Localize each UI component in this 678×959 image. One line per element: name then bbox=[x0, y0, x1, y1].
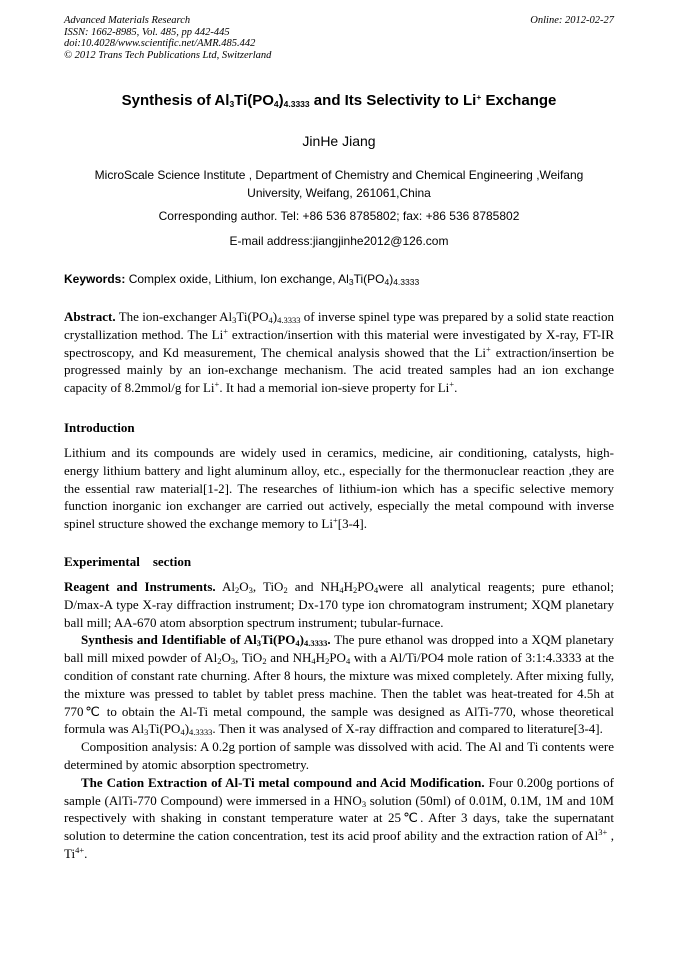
affiliation bbox=[64, 166, 614, 202]
keywords: Keywords: Complex oxide, Lithium, Ion exchange, $Al_3Ti(PO_4)_{4.3333}$ bbox=[64, 272, 420, 287]
cation-extraction-paragraph: The Cation Extraction of Al-Ti metal compound and Acid Modification. Four 0.200g portions of sample (AlTi-770 Compound) were immersed in a $HNO_3$ solution (50ml) of 0.01M, 0.1M, 1M and 10M respectively with shaking in constant temperature water at 25℃. After 3 days, take the supernatant solution to determine the cation concentration, test its acid proof ability and the extraction ration of $Al^{3+}$ , $Ti^{4+}$. bbox=[64, 774, 615, 861]
journal-header bbox=[64, 15, 271, 61]
keywords-label: Keywords: bbox=[64, 272, 126, 286]
introduction-paragraph: Lithium and its compounds are widely used in ceramics, medicine, air conditioning, catalysts, high-energy lithium battery and light aluminum alloy, etc., especially for the thermonuclear reaction ,they are the essential raw material[1-2]. The researches of lithium-ion which has a specific selective memory function inorganic ion exchanger are carried out actively, especially the metal compound with inverse spinel structure showed the exchange memory to Li+[3-4]. bbox=[64, 445, 614, 532]
author-name: JinHe Jiang bbox=[302, 133, 376, 149]
affiliation-line-1: MicroScale Science Institute , Department of Chemistry and Chemical Engineering ,Weifang bbox=[94, 168, 584, 182]
introduction-heading: Introduction bbox=[64, 420, 135, 435]
composition-paragraph: Composition analysis: A 0.2g portion of sample was dissolved with acid. The Al and Ti contents were determined by atomic absorption spectrometry. bbox=[64, 739, 614, 772]
journal-name: Advanced Materials Research bbox=[64, 15, 191, 26]
issn-line: ISSN: 1662-8985, Vol. 485, pp 442-445 bbox=[64, 26, 230, 38]
affiliation-line-2: University, Weifang, 261061,China bbox=[247, 186, 431, 200]
corresponding-author: Corresponding author. Tel: +86 536 8785802; fax: +86 536 8785802 bbox=[158, 209, 520, 223]
abstract-label: Abstract. bbox=[64, 309, 116, 324]
doi-line: doi:10.4028/www.scientific.net/AMR.485.442 bbox=[64, 38, 256, 49]
synthesis-paragraph: Synthesis and Identifiable of $Al_3Ti(PO_4)_{4.3333}$. The pure ethanol was dropped into a XQM planetary ball mill mixed powder of $Al_2O_3$, TiO$_2$ and $NH_4H_2PO_4$ with a Al/Ti/PO4 mole ration of 3:1:4.3333 at the condition of constant rate churning. After 8 hours, the mixture was mixed completely. After mixing fully, the mixture was pressed to tablet by tablet press machine. Then the tablet was heat-treated for 4.5h at 770℃ to obtain the Al-Ti metal compound, the sample was designed as AlTi-770, whose theoretical formula was $Al_3Ti(PO_4)_{4.3333}$. Then it was analysed of X-ray diffraction and compared to literature[3-4]. bbox=[64, 632, 614, 738]
experimental-body bbox=[64, 578, 614, 863]
experimental-heading: Experimental section bbox=[64, 554, 192, 569]
copyright-line: © 2012 Trans Tech Publications Ltd, Switzerland bbox=[64, 49, 272, 61]
online-date: Online: 2012-02-27 bbox=[530, 15, 614, 26]
email-address: E-mail address:jiangjinhe2012@126.com bbox=[229, 234, 449, 248]
abstract: Abstract. The ion-exchanger $Al_3Ti(PO_4)_{4.3333}$ of inverse spinel type was prepared by a solid state reaction crystallization method. The Li+ extraction/insertion with this material were investigated by X-ray, FT-IR spectroscopy, and Kd measurement, The chemical analysis showed that the Li+ extraction/insertion be progressed mainly by an ion-exchange mechanism. The acid treated samples had an ion exchange capacity of 8.2mmol/g for Li+. It had a memorial ion-sieve property for Li+. bbox=[64, 309, 615, 396]
reagents-paragraph: Reagent and Instruments. $Al_2O_3$, TiO$_2$ and $NH_4H_2PO_4were$ all analytical reagents; pure ethanol; D/max-A type X-ray diffraction instrument; Dx-170 type ion chromatogram instrument; XQM planetary ball mill; AA-670 atom absorption spectrum instrument; tubular-furnace. bbox=[64, 579, 614, 630]
paper-title: Synthesis of $Al_3Ti(PO_4)_{4.3333}$ and Its Selectivity to Li+ Exchange bbox=[121, 92, 557, 109]
